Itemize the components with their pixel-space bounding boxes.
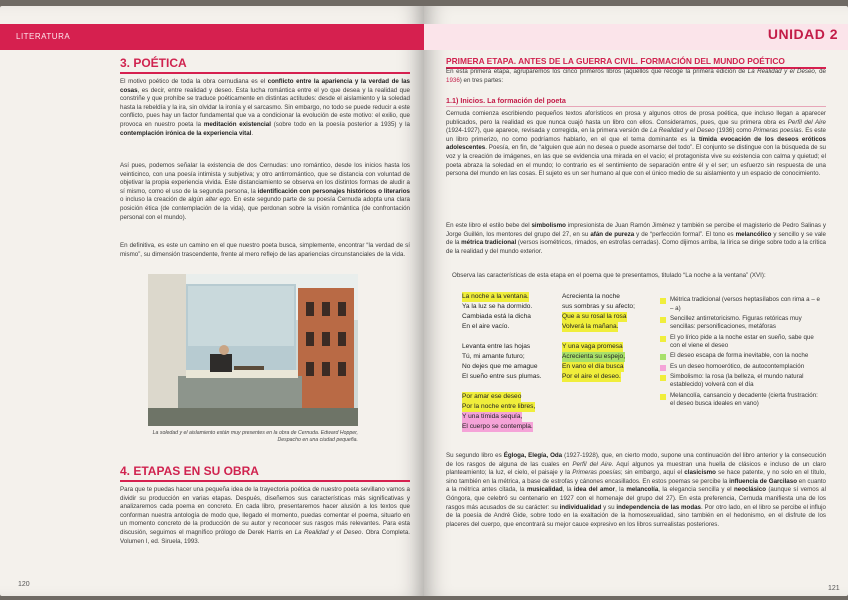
caption-line-1: La soledad y el aislamiento están muy presentes en la obra de Cernuda. Edward Hopper, <box>152 430 358 436</box>
poem-line: Por la noche entre libres, <box>462 403 536 410</box>
poem-line <box>462 382 542 392</box>
poem-line: El cuerpo se contempla. <box>462 423 533 430</box>
legend-item: El deseo escapa de forma inevitable, con la noche <box>660 352 820 361</box>
poem-line: Y una vaga promesa <box>562 343 623 350</box>
paragraph-poetica-2: Así pues, podemos señalar la existencia de dos Cernudas: uno romántico, desde los inicios hasta los veinticinco, con una poesía intimista y subjetiva; y otro antirromántico, que se distancia con voluntad de objetivar la propia experiencia vivida. Este distanciamiento se observa en los distintos formas de aludir a sí mismo, como el uso de la segunda persona, la identificación con personajes históricos o literarios o incluso la creación de algún alter ego. En este segundo parte de su poesía Cernuda adopta una clara posición ética (de contemplación de la vida), que perdonan sobre la visión romántica (de confrontación personal con el mundo). <box>120 162 410 221</box>
legend-swatch <box>660 375 666 381</box>
poem-line: No dejes que me amague <box>462 363 538 370</box>
legend-item: El yo lírico pide a la noche estar en sueño, sabe que con el viene el deseo <box>660 334 820 351</box>
legend-swatch <box>660 298 666 304</box>
poem-line: Por el aire el deseo. <box>562 373 621 380</box>
poem-line: Acrecienta su espejo, <box>562 353 626 360</box>
poem-line: Tú, mi amante futuro; <box>462 353 525 360</box>
heading-poetica: 3. POÉTICA <box>120 56 187 70</box>
poem-line: Cambiada está la dicha <box>462 313 531 320</box>
poem-line: Levanta entre las hojas <box>462 343 531 350</box>
legend-item: Es un deseo homoerótico, de autocontemplación <box>660 363 820 372</box>
legend-item: Melancolía, cansancio y decadente (cierta frustración: el deseo busca ideales en vano) <box>660 392 820 409</box>
poem-line <box>562 332 635 342</box>
poem-line: Ya la luz se ha dormido. <box>462 303 533 310</box>
hopper-painting <box>148 274 358 426</box>
heading-rule <box>120 480 410 482</box>
paragraph-inicios-2: En este libro el estilo bebe del simbolismo impresionista de Juan Ramón Jiménez y también se percibe el magisterio de Pedro Salinas y Jorge Guillén, los mentores del grupo del 27, en su afán de pureza y de “perfección formal”. El tono es melancólico y sencillo y se vale de la métrica tradicional (versos isométricos, rimados, en estrofas cerradas). Como dijimos arriba, la lírica se dirige sobre todo a la crítica de la realidad y del mundo exterior. <box>446 222 827 255</box>
paragraph-egloga: Su segundo libro es Égloga, Elegía, Oda (1927-1928), que, en cierto modo, supone una continuación del libro anterior y la consecución de los rasgos de alguna de las cuales en Perfil del Aire. Aquí algunos ya muestran una huella de clásicos e incluso de un claro planteamiento; la luz, el cielo, el paisaje y la Primeras poesías; sin embargo, aquí el clasicismo se hace patente, y no solo en el título, sino también en la métrica, a base de estrofas y cánones encasillados. En estos poemas se percibe la influencia de Garcilaso en cuanto a la métrica antes citada, la musicalidad, la idea del amor, la melancolía, la elegancia sencilla y el neoclásico (aunque sí vemos al Góngora, que celebró su centenario en 1927 con el homenaje del grupo del 27). En esta preferencia, Cernuda manifiesta una de los rasgos más acusados de su carácter: su individualidad y su independencia de las modas. Por otro lado, en el libro se percibe el influjo de la poesía de André Gide, sobre todo en la exaltación de la homosexualidad, sino también en el hedonismo, en el disfrute de los placeres del cuerpo, que encontrará su mejor cauce expresivo en los libros surrealistas posteriores. <box>446 452 827 528</box>
legend-swatch <box>660 317 666 323</box>
page-number-right: 121 <box>828 585 840 592</box>
caption-line-2: Despacho en una ciudad pequeña. <box>277 437 358 443</box>
poem-line <box>462 332 542 342</box>
poem-line: El sueño entre sus plumas. <box>462 373 542 380</box>
poem-line: Acrecienta la noche <box>562 293 620 300</box>
paragraph-poetica-3: En definitiva, es este un camino en el que nuestro poeta busca, simplemente, encontrar “la verdad de sí mismo”, su dimensión trascendente, frente al mero reflejo de las apariencias circunstanciales de la vida. <box>120 242 410 258</box>
observa-instruction: Observa las características de esta etapa en el poema que te presentamos, titulado “La noche a la ventana” (XVI): <box>452 272 766 279</box>
poem-line: Que a su rosal la rosa <box>562 313 627 320</box>
unit-title: UNIDAD 2 <box>767 26 838 42</box>
poem-line: La noche a la ventana. <box>462 293 529 300</box>
poem-line: En el aire vacío. <box>462 323 510 330</box>
subheading-inicios: 1.1) Inicios. La formación del poeta <box>446 96 566 105</box>
section-tab <box>0 24 424 50</box>
poem-column-1 <box>462 292 542 432</box>
left-page <box>0 6 424 596</box>
legend-swatch <box>660 365 666 371</box>
legend-item: Sencillez antirretoricismo. Figuras retóricas muy sencillas: personificaciones, metáforas <box>660 315 820 332</box>
subheading-rule <box>446 106 826 107</box>
painting-illustration <box>148 274 358 426</box>
poem-line: Y una tímida sequía, <box>462 413 523 420</box>
legend-item: Simbolismo: la rosa (la belleza, el mundo natural establecido) volverá con el día <box>660 373 820 390</box>
intro-paragraph: En esta primera etapa, agruparemos los cinco primeros libros (aquellos que recoge la primera edición de La Realidad y el Deseo, de 1936) en tres partes: <box>446 68 826 84</box>
legend-item: Métrica tradicional (versos heptasílabos con rima a – e – a) <box>660 296 820 313</box>
poem-line: Por amar ese deseo <box>462 393 522 400</box>
legend-swatch <box>660 354 666 360</box>
paragraph-etapas: Para que te puedas hacer una pequeña idea de la trayectoria poética de nuestro poeta sevillano vamos a dividir su producción en varias etapas. Después, diseñemos sus características más significativas y analizaremos cada poema en concreto. En cada libro, presentaremos hacer alusión a los textos que conforman nuestra antología de modo que, llegado el momento, puedas comentar el poema, situarlo en un momento concreto de la producción de su autor y reconocer sus rasgos más relevantes. Para esta discusión, seguimos el magnífico prólogo de Derek Harris en La Realidad y el Deseo. Obra Completa. Volumen I, ed. Siruela, 1993. <box>120 486 410 545</box>
poem-line: sus sombras y su afecto; <box>562 303 635 310</box>
section-label: LITERATURA <box>16 32 71 41</box>
heading-etapas: 4. ETAPAS EN SU OBRA <box>120 464 259 478</box>
legend-swatch <box>660 394 666 400</box>
paragraph-inicios-1: Cernuda comienza escribiendo pequeños textos aforísticos en prosa y algunos otros de prosa poética, que incluso llegan a aparecer publicados, pero la realidad es que nunca cuajó hasta un libro con ellos. Consideramos, pues, que su primera obra es Perfil del Aire (1924-1927), que aparece, revisada y corregida, en la primera versión de La Realidad y el Deseo (1936) como Primeras poesías. Es este un libro primerizo, no como podríamos hablarlo, en el que el tema dominante es la tímida evocación de los deseos eróticos adolescentes. Poesía, en fin, de “alguien que aún no desea o puede asomarse del todo”. El conjunto se distingue con la búsqueda de su voz y la creación de imágenes, en las que se evidencia una mirada en el vacío; el protagonista vive su existencia con calma y quietud; el poeta abraza la soledad en el mundo; lo contrario es el sentimiento de separación entre él y el ser; un esfuerzo sin respuesta de una persona del mundo en las cosas. El sujeto es un ser humano al que con el único medio de su aislamiento y un espacio de conocimiento. <box>446 110 826 178</box>
heading-primera-etapa: PRIMERA ETAPA. ANTES DE LA GUERRA CIVIL. FORMACIÓN DEL MUNDO POÉTICO <box>446 56 785 66</box>
poem-line: Volverá la mañana. <box>562 323 619 330</box>
paragraph-poetica-1: El motivo poético de toda la obra cernudiana es el conflicto entre la apariencia y la verdad de las cosas, es decir, entre realidad y deseo. Esta lucha romántica entre el yo que desea y la realidad que constriñe y que prohíbe se traduce poéticamente en distintas actitudes: desde el aislamiento y la soledad hasta la rebeldía y la ira, sin olvidar la ironía y el sarcasmo. Sin embargo, no todo se puede reducir a este conflicto, pues hay un factor fundamental que va a condicionar la evolución de este motivo: el exilio, que provoca en nuestro poeta la meditación existencial (sobre todo en la poesía posterior a 1935) y la contemplación irónica de la experiencia vital. <box>120 78 411 137</box>
legend-swatch <box>660 336 666 342</box>
painting-caption <box>148 430 358 444</box>
heading-rule <box>120 72 410 74</box>
page-number-left: 120 <box>18 581 30 588</box>
poem-line: En vano el día busca <box>562 363 624 370</box>
poem-legend <box>660 296 820 410</box>
poem-column-2 <box>562 292 635 382</box>
